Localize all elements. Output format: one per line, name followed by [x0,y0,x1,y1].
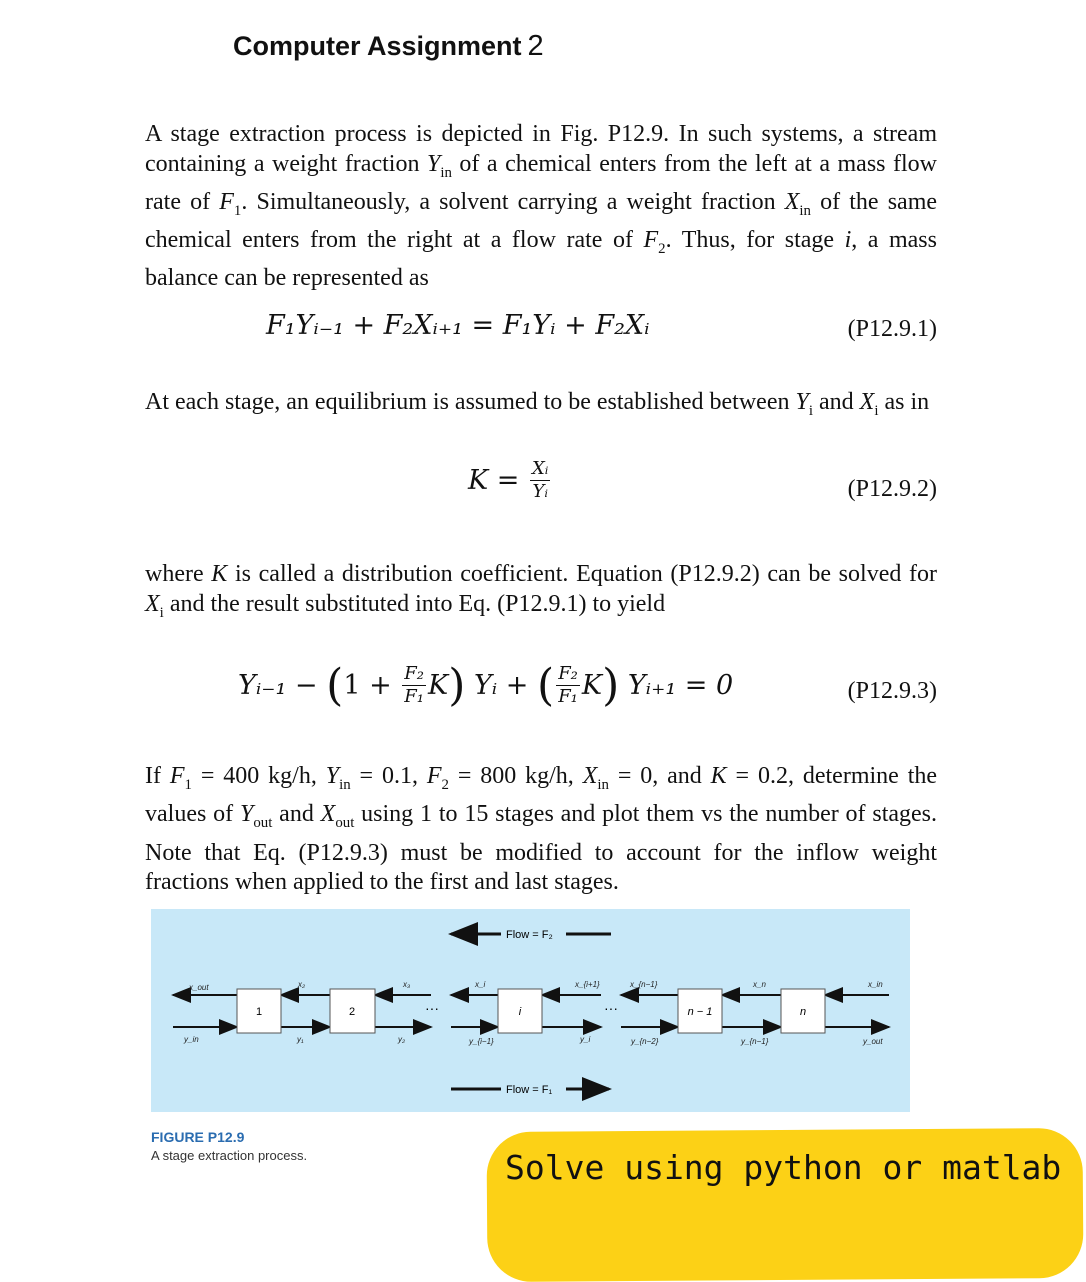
equation-distribution: K = $\frac{\text{Xᵢ}}{\text{Yᵢ}}$ [468,458,549,502]
x-stream-label: x₃ [403,980,411,989]
handwritten-note: Solve using python or matlab [505,1148,1062,1187]
figure-caption-text: A stage extraction process. [151,1148,308,1163]
y-stream-label: y_{i−1} [469,1037,494,1046]
page-title: Computer Assignment 2 [233,30,544,62]
x-stream-label: x₂ [298,980,306,989]
y-stream-label: y_i [580,1035,591,1044]
y-stream-label: y_{n−2} [631,1037,659,1046]
y-stream-label: y₂ [398,1035,406,1044]
equation-mass-balance: F₁Yᵢ₋₁ + F₂Xᵢ₊₁ = F₁Yᵢ + F₂Xᵢ [266,310,650,341]
equilibrium-paragraph: At each stage, an equilibrium is assumed to be established between $Y_i$ and $X_i$ as in [145,389,930,419]
equation-label-3: (P12.9.3) [847,678,937,704]
figure-caption-title: FIGURE P12.9 [151,1129,245,1145]
x-stream-label: x_in [868,980,883,989]
x-stream-label: x_out [189,983,209,992]
equation-label-1: (P12.9.1) [847,316,937,342]
y-stream-label: y₁ [297,1035,304,1044]
x-stream-label: x_{i+1} [575,980,600,989]
y-stream-label: y_in [184,1035,199,1044]
ellipsis: ··· [604,1000,618,1016]
y-stream-label: y_{n−1} [741,1037,769,1046]
ellipsis: ··· [425,1000,439,1016]
stage-label: n [799,1006,807,1018]
stage-label: n − 1 [687,1006,713,1018]
y-stream-label: y_out [863,1037,883,1046]
equation-stage: Yᵢ₋₁ − (1 + $\frac{\text{F₂}}{\text{F₁}}$ K) Yᵢ + ( $\frac{\text{F₂}}{\text{F₁}}$ K) Yᵢ₊₁ = 0 [238,660,734,711]
intro-paragraph: A stage extraction process is depicted in Fig. P12.9. In such systems, a stream containing a weight fraction $Y_{in}$ of a chemical enters from the left at a mass flow rate of $F_1$. Simultaneously, a solvent carrying a weight fraction $X_{in}$ of the same chemical enters from the right at a flow rate of $F_2$. Thus, for stage i, a mass balance can be represented as [145,121,938,292]
equation-label-2: (P12.9.2) [847,476,937,502]
x-stream-label: x_{n−1} [630,980,658,989]
stage-label: 1 [255,1006,263,1018]
flow-top-label: Flow = F₂ [506,929,553,941]
figure-caption [151,1129,307,1163]
substitution-paragraph: where K is called a distribution coefficient. Equation (P12.9.2) can be solved for $X_i$ and the result substituted into Eq. (P12.9.1) to yield [145,561,937,621]
stage-extraction-diagram [151,909,910,1112]
x-stream-label: x_i [475,980,486,989]
stage-label: 2 [348,1006,356,1018]
flow-bottom-label: Flow = F₁ [506,1084,553,1096]
stage-label: i [518,1006,522,1018]
x-stream-label: x_n [753,980,766,989]
problem-paragraph: If $F_1 = 400$ kg/h, $Y_{in} = 0.1$, $F_2 = 800$ kg/h, $X_{in} = 0$, and K = 0.2, determine the values of $Y_{out}$ and $X_{out}$ using 1 to 15 stages and plot them vs the number of stages. Note that Eq. (P12.9.3) must be modified to account for the inflow weight fractions when applied to the first and last stages. [145,763,938,896]
